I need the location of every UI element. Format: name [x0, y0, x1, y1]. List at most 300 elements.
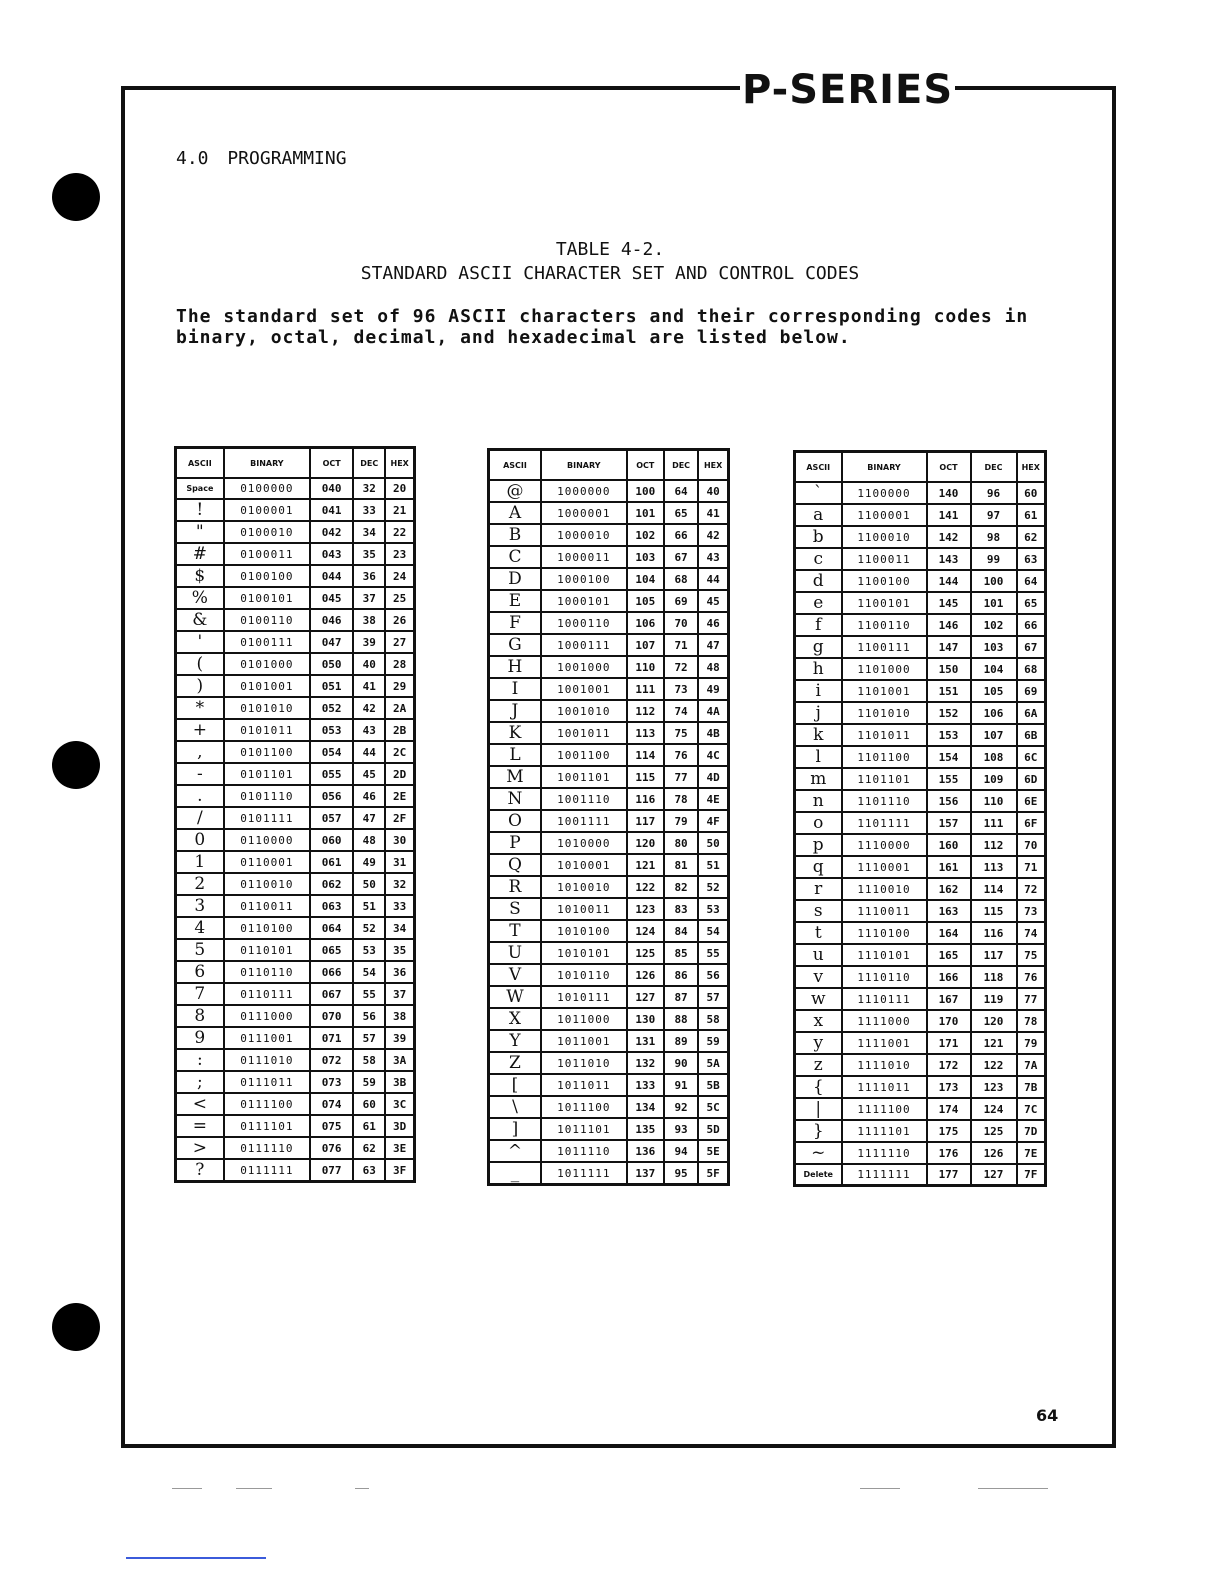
- cell-hex: 61: [1017, 504, 1046, 526]
- table-row: [489, 678, 729, 700]
- cell-ascii: ?: [176, 1159, 224, 1182]
- cell-oct: 112: [627, 700, 664, 722]
- cell-ascii: Space: [176, 478, 224, 499]
- cell-ascii: f: [795, 614, 842, 636]
- cell-ascii: K: [489, 722, 541, 744]
- cell-binary: 1010010: [541, 876, 627, 898]
- punch-hole-middle: [52, 741, 100, 789]
- cell-dec: 63: [353, 1159, 385, 1182]
- table-row: [176, 653, 415, 675]
- cell-oct: 072: [310, 1049, 353, 1071]
- cell-dec: 64: [664, 480, 698, 502]
- cell-ascii: ^: [489, 1140, 541, 1162]
- cell-dec: 68: [664, 568, 698, 590]
- table-row: [489, 656, 729, 678]
- cell-ascii: B: [489, 524, 541, 546]
- cell-binary: 1011001: [541, 1030, 627, 1052]
- cell-dec: 105: [971, 680, 1017, 702]
- cell-dec: 67: [664, 546, 698, 568]
- cell-binary: 1000101: [541, 590, 627, 612]
- cell-dec: 106: [971, 702, 1017, 724]
- cell-hex: 34: [385, 917, 414, 939]
- cell-dec: 47: [353, 807, 385, 829]
- header-oct: OCT: [310, 448, 353, 479]
- cell-ascii: -: [176, 763, 224, 785]
- table-row: [489, 986, 729, 1008]
- table-row: [795, 570, 1046, 592]
- cell-hex: 2E: [385, 785, 414, 807]
- cell-hex: 60: [1017, 482, 1046, 504]
- header-ascii: ASCII: [489, 450, 541, 481]
- cell-dec: 103: [971, 636, 1017, 658]
- cell-binary: 1101011: [842, 724, 927, 746]
- cell-dec: 102: [971, 614, 1017, 636]
- cell-binary: 0100010: [224, 521, 310, 543]
- table-row: [795, 1054, 1046, 1076]
- cell-hex: 6F: [1017, 812, 1046, 834]
- table-row: [176, 565, 415, 587]
- cell-ascii: d: [795, 570, 842, 592]
- cell-binary: 1000000: [541, 480, 627, 502]
- cell-ascii: U: [489, 942, 541, 964]
- cell-binary: 1010100: [541, 920, 627, 942]
- cell-oct: 057: [310, 807, 353, 829]
- punch-hole-bottom: [52, 1303, 100, 1351]
- header-hex: HEX: [1017, 452, 1046, 483]
- cell-dec: 44: [353, 741, 385, 763]
- cell-hex: 7F: [1017, 1164, 1046, 1186]
- cell-dec: 71: [664, 634, 698, 656]
- cell-oct: 156: [927, 790, 971, 812]
- cell-binary: 0110001: [224, 851, 310, 873]
- cell-binary: 0100110: [224, 609, 310, 631]
- cell-binary: 1111110: [842, 1142, 927, 1164]
- header-hex: HEX: [698, 450, 728, 481]
- cell-dec: 125: [971, 1120, 1017, 1142]
- cell-oct: 170: [927, 1010, 971, 1032]
- cell-ascii: D: [489, 568, 541, 590]
- cell-dec: 95: [664, 1162, 698, 1185]
- cell-hex: 59: [698, 1030, 728, 1052]
- cell-hex: 4B: [698, 722, 728, 744]
- cell-hex: 72: [1017, 878, 1046, 900]
- cell-hex: 56: [698, 964, 728, 986]
- table-row: [176, 543, 415, 565]
- table-row: [795, 504, 1046, 526]
- table-row: [176, 873, 415, 895]
- cell-dec: 92: [664, 1096, 698, 1118]
- cell-binary: 1011000: [541, 1008, 627, 1030]
- cell-oct: 153: [927, 724, 971, 746]
- cell-hex: 79: [1017, 1032, 1046, 1054]
- cell-ascii: 1: [176, 851, 224, 873]
- cell-ascii: z: [795, 1054, 842, 1076]
- cell-ascii: J: [489, 700, 541, 722]
- cell-dec: 93: [664, 1118, 698, 1140]
- cell-dec: 86: [664, 964, 698, 986]
- cell-oct: 100: [627, 480, 664, 502]
- cell-dec: 45: [353, 763, 385, 785]
- cell-hex: 58: [698, 1008, 728, 1030]
- table-row: [489, 1096, 729, 1118]
- cell-oct: 063: [310, 895, 353, 917]
- cell-ascii: u: [795, 944, 842, 966]
- cell-oct: 144: [927, 570, 971, 592]
- cell-ascii: .: [176, 785, 224, 807]
- cell-binary: 0111010: [224, 1049, 310, 1071]
- cell-ascii: P: [489, 832, 541, 854]
- cell-hex: 47: [698, 634, 728, 656]
- cell-ascii: X: [489, 1008, 541, 1030]
- cell-hex: 6D: [1017, 768, 1046, 790]
- cell-binary: 0110011: [224, 895, 310, 917]
- table-row: [176, 917, 415, 939]
- table-header-row: [176, 448, 415, 479]
- cell-hex: 21: [385, 499, 414, 521]
- cell-ascii: {: [795, 1076, 842, 1098]
- cell-oct: 040: [310, 478, 353, 499]
- table-row: [489, 590, 729, 612]
- cell-hex: 43: [698, 546, 728, 568]
- cell-ascii: r: [795, 878, 842, 900]
- cell-oct: 167: [927, 988, 971, 1010]
- cell-ascii: q: [795, 856, 842, 878]
- cell-hex: 62: [1017, 526, 1046, 548]
- table-row: [176, 785, 415, 807]
- cell-hex: 7E: [1017, 1142, 1046, 1164]
- cell-hex: 46: [698, 612, 728, 634]
- table-row: [489, 700, 729, 722]
- cell-oct: 132: [627, 1052, 664, 1074]
- cell-ascii: e: [795, 592, 842, 614]
- cell-dec: 58: [353, 1049, 385, 1071]
- table-row: [795, 1032, 1046, 1054]
- cell-ascii: 3: [176, 895, 224, 917]
- cell-ascii: Delete: [795, 1164, 842, 1186]
- cell-dec: 78: [664, 788, 698, 810]
- cell-dec: 97: [971, 504, 1017, 526]
- cell-binary: 1111011: [842, 1076, 927, 1098]
- cell-hex: 23: [385, 543, 414, 565]
- table-row: [795, 812, 1046, 834]
- table-row: [176, 807, 415, 829]
- cell-oct: 145: [927, 592, 971, 614]
- table-row: [489, 964, 729, 986]
- cell-dec: 39: [353, 631, 385, 653]
- cell-binary: 0101110: [224, 785, 310, 807]
- table-row: [489, 1030, 729, 1052]
- cell-oct: 051: [310, 675, 353, 697]
- table-title: [180, 238, 1040, 286]
- cell-oct: 126: [627, 964, 664, 986]
- cell-oct: 113: [627, 722, 664, 744]
- cell-binary: 1010000: [541, 832, 627, 854]
- cell-ascii: F: [489, 612, 541, 634]
- intro-paragraph: The standard set of 96 ASCII characters and their corresponding codes in binary, octal, decimal, and hexadecimal are listed below.: [176, 306, 1029, 348]
- cell-hex: 31: [385, 851, 414, 873]
- table-row: [795, 482, 1046, 504]
- cell-binary: 1001101: [541, 766, 627, 788]
- cell-hex: 42: [698, 524, 728, 546]
- cell-hex: 7A: [1017, 1054, 1046, 1076]
- cell-binary: 1110100: [842, 922, 927, 944]
- cell-dec: 110: [971, 790, 1017, 812]
- cell-dec: 52: [353, 917, 385, 939]
- table-row: [795, 1076, 1046, 1098]
- cell-oct: 176: [927, 1142, 971, 1164]
- cell-hex: 27: [385, 631, 414, 653]
- cell-binary: 1011100: [541, 1096, 627, 1118]
- cell-binary: 1100110: [842, 614, 927, 636]
- cell-binary: 1011111: [541, 1162, 627, 1185]
- cell-oct: 134: [627, 1096, 664, 1118]
- cell-binary: 1001011: [541, 722, 627, 744]
- cell-dec: 51: [353, 895, 385, 917]
- cell-dec: 104: [971, 658, 1017, 680]
- cell-oct: 114: [627, 744, 664, 766]
- cell-oct: 127: [627, 986, 664, 1008]
- cell-hex: 64: [1017, 570, 1046, 592]
- cell-hex: 4A: [698, 700, 728, 722]
- table-row: [489, 524, 729, 546]
- cell-hex: 38: [385, 1005, 414, 1027]
- cell-binary: 0111111: [224, 1159, 310, 1182]
- cell-oct: 052: [310, 697, 353, 719]
- cell-binary: 1110110: [842, 966, 927, 988]
- cell-dec: 94: [664, 1140, 698, 1162]
- cell-dec: 116: [971, 922, 1017, 944]
- cell-dec: 42: [353, 697, 385, 719]
- cell-binary: 1001100: [541, 744, 627, 766]
- cell-ascii: 4: [176, 917, 224, 939]
- cell-binary: 1011010: [541, 1052, 627, 1074]
- cell-oct: 044: [310, 565, 353, 587]
- cell-hex: 4D: [698, 766, 728, 788]
- cell-oct: 066: [310, 961, 353, 983]
- cell-dec: 69: [664, 590, 698, 612]
- table-row: [489, 898, 729, 920]
- cell-binary: 1100101: [842, 592, 927, 614]
- cell-binary: 0110000: [224, 829, 310, 851]
- table-row: [176, 763, 415, 785]
- cell-binary: 0100100: [224, 565, 310, 587]
- cell-dec: 73: [664, 678, 698, 700]
- cell-ascii: ,: [176, 741, 224, 763]
- cell-hex: 6B: [1017, 724, 1046, 746]
- cell-hex: 49: [698, 678, 728, 700]
- table-title-caption: STANDARD ASCII CHARACTER SET AND CONTROL CODES: [360, 263, 860, 284]
- cell-ascii: =: [176, 1115, 224, 1137]
- cell-binary: 1001010: [541, 700, 627, 722]
- table-row: [795, 1142, 1046, 1164]
- cell-ascii: H: [489, 656, 541, 678]
- cell-dec: 40: [353, 653, 385, 675]
- cell-oct: 064: [310, 917, 353, 939]
- cell-ascii: V: [489, 964, 541, 986]
- bottom-rule: [126, 1557, 266, 1559]
- cell-dec: 109: [971, 768, 1017, 790]
- table-row: [489, 744, 729, 766]
- cell-oct: 131: [627, 1030, 664, 1052]
- cell-binary: 1001111: [541, 810, 627, 832]
- cell-dec: 81: [664, 854, 698, 876]
- cell-dec: 122: [971, 1054, 1017, 1076]
- table-row: [176, 983, 415, 1005]
- cell-binary: 1111100: [842, 1098, 927, 1120]
- cell-oct: 054: [310, 741, 353, 763]
- cell-dec: 46: [353, 785, 385, 807]
- cell-oct: 106: [627, 612, 664, 634]
- cell-hex: 29: [385, 675, 414, 697]
- cell-hex: 40: [698, 480, 728, 502]
- cell-oct: 053: [310, 719, 353, 741]
- cell-hex: 2C: [385, 741, 414, 763]
- cell-hex: 28: [385, 653, 414, 675]
- cell-binary: 1110001: [842, 856, 927, 878]
- cell-dec: 89: [664, 1030, 698, 1052]
- cell-ascii: Q: [489, 854, 541, 876]
- cell-hex: 25: [385, 587, 414, 609]
- cell-oct: 147: [927, 636, 971, 658]
- cell-hex: 54: [698, 920, 728, 942]
- cell-hex: 39: [385, 1027, 414, 1049]
- table-row: [795, 1164, 1046, 1186]
- cell-ascii: 7: [176, 983, 224, 1005]
- cell-binary: 1000110: [541, 612, 627, 634]
- table-row: [489, 854, 729, 876]
- cell-binary: 1101100: [842, 746, 927, 768]
- cell-binary: 1100010: [842, 526, 927, 548]
- cell-oct: 120: [627, 832, 664, 854]
- cell-hex: 74: [1017, 922, 1046, 944]
- cell-oct: 164: [927, 922, 971, 944]
- cell-oct: 076: [310, 1137, 353, 1159]
- cell-hex: 33: [385, 895, 414, 917]
- brand-title: P-SERIES: [740, 64, 955, 116]
- cell-oct: 102: [627, 524, 664, 546]
- header-dec: DEC: [664, 450, 698, 481]
- cell-binary: 0111001: [224, 1027, 310, 1049]
- cell-hex: 63: [1017, 548, 1046, 570]
- cell-hex: 5F: [698, 1162, 728, 1185]
- cell-hex: 69: [1017, 680, 1046, 702]
- cell-hex: 24: [385, 565, 414, 587]
- cell-ascii: 5: [176, 939, 224, 961]
- cell-hex: 20: [385, 478, 414, 499]
- cell-oct: 074: [310, 1093, 353, 1115]
- table-row: [795, 1120, 1046, 1142]
- cell-oct: 124: [627, 920, 664, 942]
- cell-hex: 65: [1017, 592, 1046, 614]
- cell-hex: 78: [1017, 1010, 1046, 1032]
- cell-ascii: G: [489, 634, 541, 656]
- cell-ascii: i: [795, 680, 842, 702]
- cell-dec: 61: [353, 1115, 385, 1137]
- cell-hex: 77: [1017, 988, 1046, 1010]
- cell-oct: 143: [927, 548, 971, 570]
- cell-ascii: w: [795, 988, 842, 1010]
- cell-dec: 119: [971, 988, 1017, 1010]
- table-row: [176, 478, 415, 499]
- cell-binary: 1111111: [842, 1164, 927, 1186]
- cell-oct: 125: [627, 942, 664, 964]
- cell-ascii: 8: [176, 1005, 224, 1027]
- cell-oct: 107: [627, 634, 664, 656]
- cell-hex: 36: [385, 961, 414, 983]
- table-row: [489, 1140, 729, 1162]
- cell-ascii: }: [795, 1120, 842, 1142]
- cell-binary: 0110100: [224, 917, 310, 939]
- cell-ascii: h: [795, 658, 842, 680]
- cell-ascii: #: [176, 543, 224, 565]
- cell-binary: 0100101: [224, 587, 310, 609]
- table-row: [176, 1093, 415, 1115]
- cell-ascii: E: [489, 590, 541, 612]
- cell-binary: 0100111: [224, 631, 310, 653]
- cell-ascii: T: [489, 920, 541, 942]
- cell-dec: 83: [664, 898, 698, 920]
- cell-hex: 52: [698, 876, 728, 898]
- table-row: [795, 1098, 1046, 1120]
- cell-ascii: (: [176, 653, 224, 675]
- table-row: [489, 876, 729, 898]
- cell-ascii: /: [176, 807, 224, 829]
- cell-hex: 2F: [385, 807, 414, 829]
- cell-oct: 111: [627, 678, 664, 700]
- cell-dec: 66: [664, 524, 698, 546]
- cell-ascii: |: [795, 1098, 842, 1120]
- cell-binary: 0111100: [224, 1093, 310, 1115]
- table-row: [489, 568, 729, 590]
- cell-ascii: m: [795, 768, 842, 790]
- cell-hex: 75: [1017, 944, 1046, 966]
- cell-dec: 38: [353, 609, 385, 631]
- cell-binary: 0111011: [224, 1071, 310, 1093]
- cell-oct: 163: [927, 900, 971, 922]
- cell-hex: 71: [1017, 856, 1046, 878]
- cell-binary: 1101001: [842, 680, 927, 702]
- table-row: [489, 634, 729, 656]
- cell-binary: 1111001: [842, 1032, 927, 1054]
- cell-hex: 44: [698, 568, 728, 590]
- cell-oct: 103: [627, 546, 664, 568]
- table-row: [176, 1049, 415, 1071]
- cell-hex: 7B: [1017, 1076, 1046, 1098]
- cell-dec: 127: [971, 1164, 1017, 1186]
- table-row: [489, 1052, 729, 1074]
- cell-oct: 056: [310, 785, 353, 807]
- table-row: [176, 587, 415, 609]
- cell-oct: 135: [627, 1118, 664, 1140]
- cell-binary: 1100111: [842, 636, 927, 658]
- cell-binary: 1110101: [842, 944, 927, 966]
- cell-oct: 154: [927, 746, 971, 768]
- table-row: [795, 1010, 1046, 1032]
- cell-hex: 67: [1017, 636, 1046, 658]
- cell-oct: 055: [310, 763, 353, 785]
- cell-hex: 70: [1017, 834, 1046, 856]
- cell-hex: 5D: [698, 1118, 728, 1140]
- cell-dec: 62: [353, 1137, 385, 1159]
- cell-oct: 071: [310, 1027, 353, 1049]
- cell-ascii: !: [176, 499, 224, 521]
- cell-ascii: @: [489, 480, 541, 502]
- cell-ascii: [: [489, 1074, 541, 1096]
- table-row: [489, 1074, 729, 1096]
- table-row: [176, 895, 415, 917]
- cell-dec: 79: [664, 810, 698, 832]
- header-binary: BINARY: [224, 448, 310, 479]
